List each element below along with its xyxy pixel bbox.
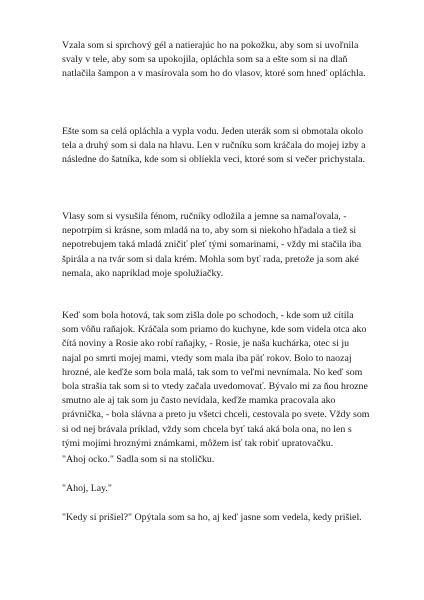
paragraph-dialogue-1 <box>62 453 370 467</box>
paragraph-towel <box>62 125 370 168</box>
paragraph-dialogue-2 <box>62 482 370 496</box>
paragraph-shower <box>62 39 370 82</box>
paragraph-text: "Ahoj, Lay." <box>62 483 112 494</box>
paragraph-text: Vlasy som si vysušila fénom, ručníky odložila a jemne sa namaľovala, - nepotrpím si krásne, som mladá na to, aby som si niekoho hľadala a tiež si nepotrebujem taká mladá zničiť pleť tými somarinami, - vždy mi stačila iba špirála a na tvár som si dala krém. Mohla som byť rada, pretože ja som aké nemala, ako napríklad moje spolužiačky. <box>62 211 362 279</box>
paragraph-dialogue-3 <box>62 511 370 525</box>
paragraph-text: Ešte som sa celá opláchla a vypla vodu. Jeden uterák som si obmotala okolo tela a druhý som si dala na hlavu. Len v ručníku som kráčala do mojej izby a následne do šatníka, kde som si oblíekla veci, ktoré som si večer prichystala. <box>62 126 366 166</box>
paragraph-text: "Ahoj ocko." Sadla som si na stoličku. <box>62 454 215 465</box>
paragraph-text: "Kedy si prišiel?" Opýtala som sa ho, aj keď jasne som vedela, kedy prišiel. <box>62 512 362 523</box>
paragraph-text: Keď som bola hotová, tak som zišla dole po schodoch, - kde som už cítila som vôňu raňajok. Kráčala som priamo do kuchyne, kde som videla otca ako čítá noviny a Rosie ako robí raňajky, - Rosie, je naša kuchárka, otec si ju najal po smrti mojej mami, vtedy som mala iba päť rokov. Bolo to naozaj hrozné, ale keďže som bola malá, tak som to veľmi nevnímala. No keď som bola strašia tak som si to vtedy začala uvedomovať. Bývalo mi za ňou hrozne smutno ale aj tak som ju často nevídala, keďže mamka pracovala ako právnička, - bola slávna a preto ju všetci chceli, cestovala po svete. Vždy som si od nej brávala príklad, vždy som chcela byť taká aká bola ona, no len s tými mojími hroznými známkami, môžem isť tak robiť upratovačku. <box>62 310 370 449</box>
paragraph-kitchen <box>62 309 370 451</box>
paragraph-hair <box>62 210 370 281</box>
paragraph-text: Vzala som si sprchový gél a natierajúc ho na pokožku, aby som si uvoľnila svaly v tele, aby som sa upokojila, opláchla som sa a ešte som si na dlaň natlačila šampon a v masírovala som ho do vlasov, ktoré som hneď opláchla. <box>62 40 366 80</box>
